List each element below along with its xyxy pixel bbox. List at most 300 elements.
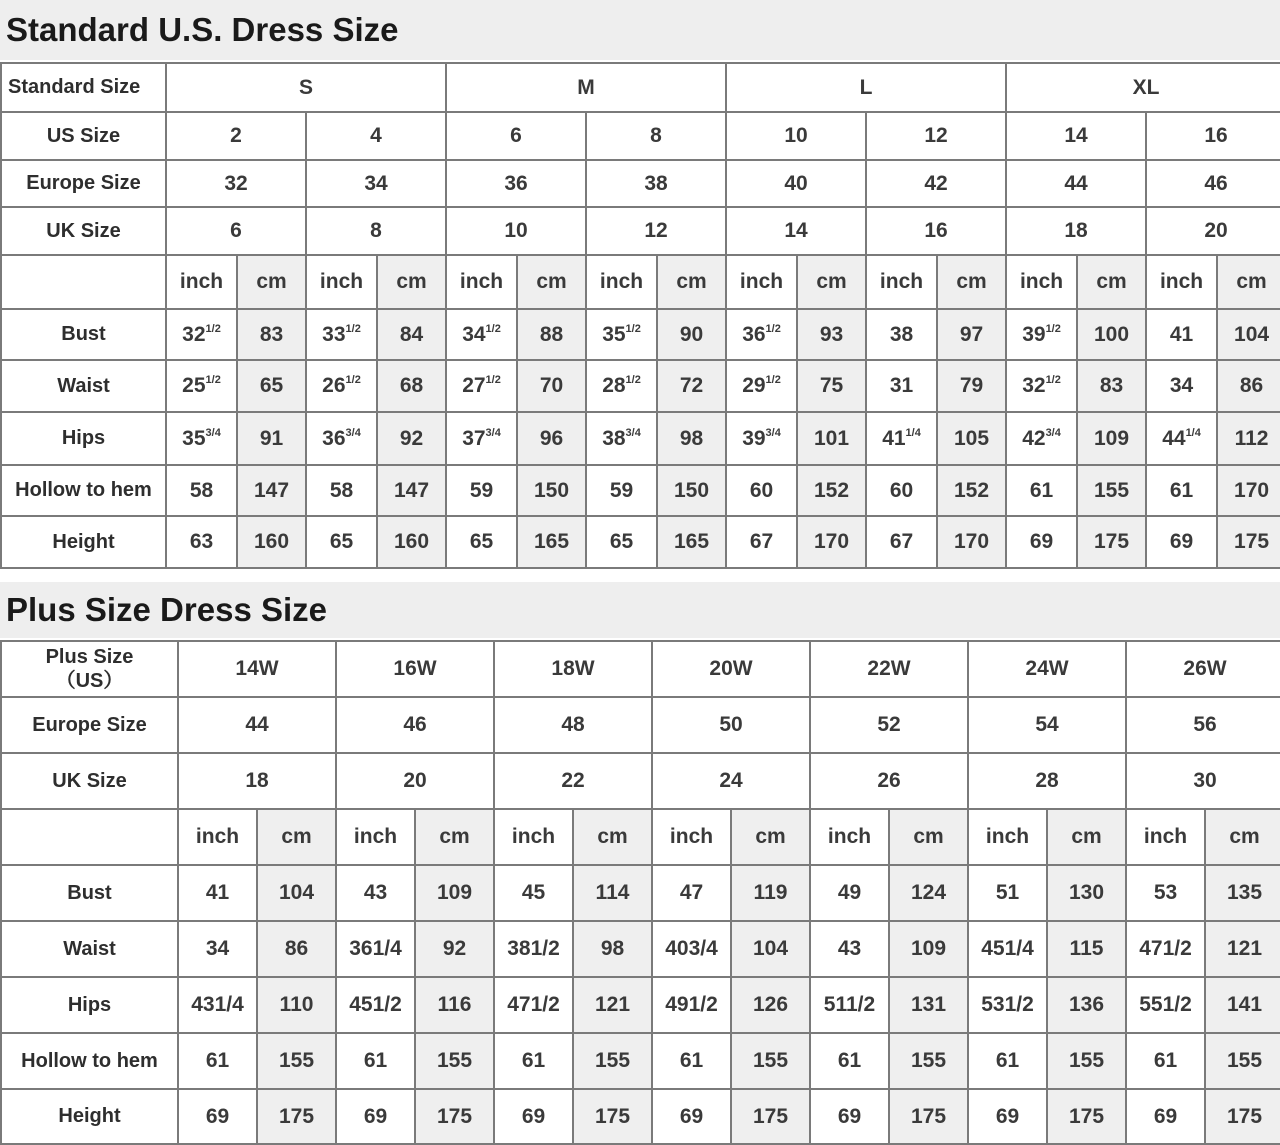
inch-value: [866, 412, 937, 465]
size-value: 18: [178, 753, 336, 809]
inch-whole: 35: [602, 322, 626, 346]
inch-whole: 65: [329, 530, 354, 553]
inch-value: 361/4: [336, 921, 415, 977]
size-value: 18: [1006, 207, 1146, 255]
size-value: 30: [1126, 753, 1280, 809]
inch-value: [306, 465, 377, 516]
unit-inch: inch: [810, 809, 889, 865]
unit-cm: cm: [889, 809, 968, 865]
inch-whole: 65: [469, 530, 494, 553]
unit-inch: inch: [586, 255, 657, 309]
inch-value: 69: [336, 1089, 415, 1144]
size-group: XL: [1006, 63, 1280, 112]
inch-value: 61: [178, 1033, 257, 1089]
unit-inch: inch: [494, 809, 573, 865]
unit-cm: cm: [237, 255, 306, 309]
plus-size-value: 26W: [1126, 641, 1280, 697]
size-value: 10: [726, 112, 866, 160]
inch-value: 491/2: [652, 977, 731, 1033]
inch-fraction: 1/2: [625, 374, 641, 386]
cm-value: 170: [797, 516, 866, 568]
inch-value: 451/2: [336, 977, 415, 1033]
cm-value: 130: [1047, 865, 1126, 921]
row-label: Waist: [1, 921, 178, 977]
cm-value: 116: [415, 977, 494, 1033]
inch-value: [726, 516, 797, 568]
inch-value: 451/4: [968, 921, 1047, 977]
unit-cm: cm: [573, 809, 652, 865]
inch-value: 47: [652, 865, 731, 921]
cm-value: 92: [377, 412, 446, 465]
inch-whole: 25: [182, 374, 206, 397]
inch-value: [446, 360, 517, 412]
inch-value: 45: [494, 865, 573, 921]
size-value: 52: [810, 697, 968, 753]
inch-value: 43: [336, 865, 415, 921]
size-value: 36: [446, 160, 586, 207]
standard-size-row: [1, 63, 1280, 112]
inch-whole: 27: [462, 374, 486, 397]
inch-fraction: 1/2: [625, 322, 641, 335]
inch-value: [1146, 465, 1217, 516]
unit-row: [1, 809, 1280, 865]
inch-whole: 41: [882, 426, 906, 450]
inch-value: 61: [1126, 1033, 1205, 1089]
inch-whole: 69: [1169, 530, 1194, 553]
inch-value: [1006, 465, 1077, 516]
inch-value: [166, 465, 237, 516]
inch-fraction: 1/4: [1185, 426, 1201, 439]
size-value: 16: [866, 207, 1006, 255]
inch-whole: 37: [462, 426, 486, 450]
inch-value: [726, 309, 797, 360]
unit-cm: cm: [1047, 809, 1126, 865]
inch-value: 471/2: [1126, 921, 1205, 977]
size-value: 56: [1126, 697, 1280, 753]
size-value: 2: [166, 112, 306, 160]
cm-value: 91: [237, 412, 306, 465]
row-label: Hips: [1, 977, 178, 1033]
standard-size-table: [0, 62, 1280, 569]
inch-value: [166, 516, 237, 568]
size-value: 46: [336, 697, 494, 753]
cm-value: 160: [237, 516, 306, 568]
inch-whole: 32: [182, 322, 206, 346]
measurement-row: [1, 360, 1280, 412]
inch-value: 61: [336, 1033, 415, 1089]
measurement-row: [1, 1033, 1280, 1089]
inch-value: 41: [178, 865, 257, 921]
unit-cm: cm: [657, 255, 726, 309]
inch-value: [306, 309, 377, 360]
inch-value: 381/2: [494, 921, 573, 977]
inch-whole: 61: [1029, 478, 1054, 502]
inch-value: 69: [1126, 1089, 1205, 1144]
cm-value: 110: [257, 977, 336, 1033]
row-label: [1, 641, 178, 697]
plus-label-line2: （US）: [55, 670, 124, 692]
size-value: 6: [446, 112, 586, 160]
inch-fraction: 3/4: [205, 426, 221, 439]
unit-inch: inch: [1126, 809, 1205, 865]
inch-value: [446, 516, 517, 568]
unit-cm: cm: [415, 809, 494, 865]
inch-value: 69: [178, 1089, 257, 1144]
cm-value: 155: [573, 1033, 652, 1089]
inch-fraction: 3/4: [1045, 426, 1061, 439]
inch-value: [866, 516, 937, 568]
unit-inch: inch: [1006, 255, 1077, 309]
cm-value: 109: [889, 921, 968, 977]
size-group: M: [446, 63, 726, 112]
inch-value: [306, 412, 377, 465]
cm-value: 109: [415, 865, 494, 921]
size-value: 16: [1146, 112, 1280, 160]
inch-value: [586, 412, 657, 465]
cm-value: 101: [797, 412, 866, 465]
size-value: 22: [494, 753, 652, 809]
cm-value: 150: [657, 465, 726, 516]
inch-whole: 29: [742, 374, 766, 397]
row-label: Hollow to hem: [1, 1033, 178, 1089]
cm-value: 115: [1047, 921, 1126, 977]
cm-value: 175: [889, 1089, 968, 1144]
inch-fraction: 3/4: [765, 426, 781, 439]
cm-value: 86: [257, 921, 336, 977]
size-value: 28: [968, 753, 1126, 809]
size-value: 24: [652, 753, 810, 809]
cm-value: 170: [937, 516, 1006, 568]
cm-value: 121: [1205, 921, 1280, 977]
row-label: Bust: [1, 865, 178, 921]
size-value: 14: [726, 207, 866, 255]
inch-value: [1146, 516, 1217, 568]
cm-value: 155: [1205, 1033, 1280, 1089]
inch-value: [866, 309, 937, 360]
size-value: 54: [968, 697, 1126, 753]
cm-value: 104: [731, 921, 810, 977]
inch-value: 61: [494, 1033, 573, 1089]
inch-value: [586, 309, 657, 360]
cm-value: 100: [1077, 309, 1146, 360]
size-value: 38: [586, 160, 726, 207]
cm-value: 175: [731, 1089, 810, 1144]
unit-cm: cm: [377, 255, 446, 309]
inch-value: [446, 465, 517, 516]
inch-whole: 28: [602, 374, 626, 397]
unit-cm: cm: [1077, 255, 1146, 309]
inch-whole: 63: [189, 530, 214, 553]
row-label: [1, 809, 178, 865]
unit-inch: inch: [446, 255, 517, 309]
cm-value: 136: [1047, 977, 1126, 1033]
cm-value: 175: [1047, 1089, 1126, 1144]
inch-whole: 26: [322, 374, 346, 397]
inch-value: [726, 465, 797, 516]
inch-whole: 39: [742, 426, 766, 450]
cm-value: 155: [889, 1033, 968, 1089]
inch-value: 43: [810, 921, 889, 977]
cm-value: 147: [377, 465, 446, 516]
plus-size-value: 24W: [968, 641, 1126, 697]
inch-fraction: 1/2: [1045, 322, 1061, 335]
row-label: UK Size: [1, 207, 166, 255]
inch-fraction: 3/4: [345, 426, 361, 439]
row-label: Hips: [1, 412, 166, 465]
inch-value: 69: [810, 1089, 889, 1144]
inch-whole: 32: [1022, 374, 1046, 397]
cm-value: 124: [889, 865, 968, 921]
cm-value: 170: [1217, 465, 1280, 516]
size-value: 50: [652, 697, 810, 753]
size-value: 20: [1146, 207, 1280, 255]
cm-value: 121: [573, 977, 652, 1033]
inch-whole: 31: [889, 374, 914, 397]
size-value: 10: [446, 207, 586, 255]
unit-cm: cm: [937, 255, 1006, 309]
inch-whole: 60: [889, 478, 914, 502]
inch-value: [1146, 309, 1217, 360]
inch-value: [1146, 360, 1217, 412]
inch-value: [866, 360, 937, 412]
plus-label-line1: Plus Size: [45, 646, 134, 668]
size-value: 48: [494, 697, 652, 753]
cm-value: 105: [937, 412, 1006, 465]
size-value: 46: [1146, 160, 1280, 207]
cm-value: 72: [657, 360, 726, 412]
inch-fraction: 1/2: [205, 322, 221, 335]
europe-size-row: [1, 697, 1280, 753]
cm-value: 98: [657, 412, 726, 465]
unit-row: [1, 255, 1280, 309]
size-value: 42: [866, 160, 1006, 207]
inch-value: 531/2: [968, 977, 1047, 1033]
inch-value: [1006, 360, 1077, 412]
unit-cm: cm: [731, 809, 810, 865]
size-value: 32: [166, 160, 306, 207]
unit-cm: cm: [517, 255, 586, 309]
size-value: 4: [306, 112, 446, 160]
cm-value: 152: [937, 465, 1006, 516]
standard-size-title: Standard U.S. Dress Size: [0, 0, 1280, 60]
size-value: 12: [866, 112, 1006, 160]
measurement-row: [1, 412, 1280, 465]
uk-size-row: [1, 753, 1280, 809]
cm-value: 79: [937, 360, 1006, 412]
inch-value: 471/2: [494, 977, 573, 1033]
inch-value: [306, 360, 377, 412]
inch-value: 49: [810, 865, 889, 921]
size-value: 6: [166, 207, 306, 255]
cm-value: 93: [797, 309, 866, 360]
unit-inch: inch: [1146, 255, 1217, 309]
inch-whole: 36: [322, 426, 346, 450]
inch-fraction: 1/2: [765, 322, 781, 335]
inch-value: [726, 412, 797, 465]
inch-whole: 42: [1022, 426, 1046, 450]
inch-value: [586, 465, 657, 516]
cm-value: 83: [1077, 360, 1146, 412]
cm-value: 97: [937, 309, 1006, 360]
cm-value: 155: [257, 1033, 336, 1089]
inch-value: [166, 309, 237, 360]
inch-value: [586, 516, 657, 568]
cm-value: 155: [415, 1033, 494, 1089]
row-label: Hollow to hem: [1, 465, 166, 516]
inch-whole: 35: [182, 426, 206, 450]
plus-size-value: 14W: [178, 641, 336, 697]
cm-value: 175: [573, 1089, 652, 1144]
cm-value: 92: [415, 921, 494, 977]
inch-whole: 38: [602, 426, 626, 450]
cm-value: 131: [889, 977, 968, 1033]
inch-whole: 67: [889, 530, 914, 553]
inch-whole: 65: [609, 530, 634, 553]
cm-value: 152: [797, 465, 866, 516]
cm-value: 112: [1217, 412, 1280, 465]
cm-value: 96: [517, 412, 586, 465]
plus-size-title: Plus Size Dress Size: [0, 582, 1280, 638]
inch-value: [586, 360, 657, 412]
measurement-row: [1, 309, 1280, 360]
cm-value: 160: [377, 516, 446, 568]
size-group: S: [166, 63, 446, 112]
inch-fraction: 1/2: [1045, 374, 1061, 386]
cm-value: 75: [797, 360, 866, 412]
unit-inch: inch: [866, 255, 937, 309]
inch-fraction: 1/2: [345, 322, 361, 335]
inch-value: 511/2: [810, 977, 889, 1033]
cm-value: 90: [657, 309, 726, 360]
inch-fraction: 1/2: [345, 374, 361, 386]
cm-value: 84: [377, 309, 446, 360]
cm-value: 109: [1077, 412, 1146, 465]
plus-size-value: 22W: [810, 641, 968, 697]
inch-value: [866, 465, 937, 516]
measurement-row: [1, 516, 1280, 568]
plus-size-value: 18W: [494, 641, 652, 697]
inch-whole: 61: [1169, 478, 1194, 502]
row-label: UK Size: [1, 753, 178, 809]
row-label: Europe Size: [1, 160, 166, 207]
row-label: Height: [1, 1089, 178, 1144]
size-value: 44: [1006, 160, 1146, 207]
cm-value: 70: [517, 360, 586, 412]
plus-size-table: [0, 640, 1280, 1145]
unit-inch: inch: [166, 255, 237, 309]
unit-inch: inch: [726, 255, 797, 309]
cm-value: 135: [1205, 865, 1280, 921]
inch-whole: 36: [742, 322, 766, 346]
cm-value: 165: [657, 516, 726, 568]
inch-whole: 39: [1022, 322, 1046, 346]
inch-value: [166, 360, 237, 412]
cm-value: 175: [1077, 516, 1146, 568]
row-label: US Size: [1, 112, 166, 160]
cm-value: 83: [237, 309, 306, 360]
cm-value: 175: [257, 1089, 336, 1144]
inch-fraction: 1/2: [485, 374, 501, 386]
unit-inch: inch: [968, 809, 1047, 865]
inch-whole: 34: [462, 322, 486, 346]
size-value: 14: [1006, 112, 1146, 160]
cm-value: 155: [1077, 465, 1146, 516]
cm-value: 155: [1047, 1033, 1126, 1089]
row-label: Bust: [1, 309, 166, 360]
row-label: Height: [1, 516, 166, 568]
inch-value: [1006, 516, 1077, 568]
unit-inch: inch: [306, 255, 377, 309]
cm-value: 175: [1205, 1089, 1280, 1144]
us-size-row: [1, 112, 1280, 160]
inch-value: 403/4: [652, 921, 731, 977]
cm-value: 175: [1217, 516, 1280, 568]
size-value: 20: [336, 753, 494, 809]
size-value: 26: [810, 753, 968, 809]
inch-whole: 34: [1169, 374, 1194, 397]
measurement-row: [1, 977, 1280, 1033]
size-value: 8: [586, 112, 726, 160]
unit-cm: cm: [1217, 255, 1280, 309]
measurement-row: [1, 465, 1280, 516]
measurement-row: [1, 1089, 1280, 1144]
inch-fraction: 1/4: [905, 426, 921, 439]
inch-value: 53: [1126, 865, 1205, 921]
europe-size-row: [1, 160, 1280, 207]
inch-fraction: 1/2: [765, 374, 781, 386]
inch-value: 61: [652, 1033, 731, 1089]
row-label: Waist: [1, 360, 166, 412]
inch-fraction: 1/2: [205, 374, 221, 386]
inch-whole: 60: [749, 478, 774, 502]
measurement-row: [1, 865, 1280, 921]
inch-value: 34: [178, 921, 257, 977]
inch-whole: 58: [189, 478, 214, 502]
cm-value: 119: [731, 865, 810, 921]
uk-size-row: [1, 207, 1280, 255]
inch-value: 61: [968, 1033, 1047, 1089]
inch-value: 69: [494, 1089, 573, 1144]
cm-value: 175: [415, 1089, 494, 1144]
inch-value: 551/2: [1126, 977, 1205, 1033]
inch-whole: 41: [1169, 322, 1194, 346]
inch-whole: 44: [1162, 426, 1186, 450]
unit-cm: cm: [797, 255, 866, 309]
size-value: 44: [178, 697, 336, 753]
unit-inch: inch: [178, 809, 257, 865]
cm-value: 147: [237, 465, 306, 516]
inch-whole: 59: [469, 478, 494, 502]
size-group: L: [726, 63, 1006, 112]
plus-size-value: 20W: [652, 641, 810, 697]
size-value: 12: [586, 207, 726, 255]
row-label: Europe Size: [1, 697, 178, 753]
plus-size-row: [1, 641, 1280, 697]
inch-fraction: 3/4: [625, 426, 641, 439]
unit-cm: cm: [257, 809, 336, 865]
unit-inch: inch: [652, 809, 731, 865]
row-label: [1, 255, 166, 309]
inch-whole: 67: [749, 530, 774, 553]
inch-fraction: 1/2: [485, 322, 501, 335]
cm-value: 104: [1217, 309, 1280, 360]
inch-value: [446, 309, 517, 360]
cm-value: 65: [237, 360, 306, 412]
size-value: 8: [306, 207, 446, 255]
inch-value: [166, 412, 237, 465]
inch-value: [726, 360, 797, 412]
cm-value: 68: [377, 360, 446, 412]
